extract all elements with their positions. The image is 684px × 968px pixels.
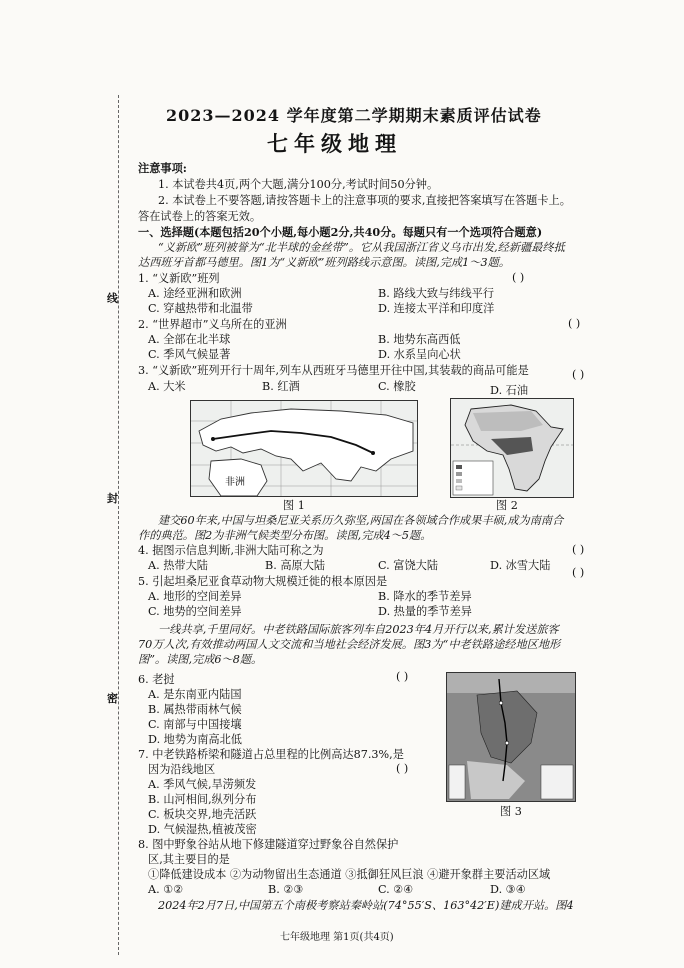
q8-options-text: ①降低建设成本 ②为动物留出生态通道 ③抵御狂风巨浪 ④避开象群主要活动区域: [148, 868, 551, 881]
q1-stem: 1. “义新欧”班列: [138, 272, 220, 285]
q8-stem-line-1: 8. 图中野象谷站从地下修建隧道穿过野象谷自然保护: [138, 838, 399, 851]
q5-option-d: D. 热量的季节差异: [378, 605, 472, 618]
intro1-line-1: “义新欧”班列被誉为“北半球的金丝带”。它从我国浙江省义乌市出发,经新疆最终抵: [158, 241, 565, 254]
margin-label-xian: 线: [107, 292, 118, 305]
binding-line: [118, 95, 119, 955]
q4-option-d: D. 冰雪大陆: [490, 559, 551, 572]
figure-2-africa-climate-map: [450, 398, 574, 498]
q7-option-d: D. 气候湿热,植被茂密: [148, 823, 257, 836]
q8-option-a: A. ①②: [148, 883, 184, 896]
notice-item-2: 2. 本试卷上不要答题,请按答题卡上的注意事项的要求,直接把答案填写在答题卡上。: [158, 194, 571, 207]
figure-3-svg: [447, 673, 575, 801]
q8-option-b: B. ②③: [268, 883, 304, 896]
q7-answer-paren: ( ): [396, 762, 409, 775]
intro2-line-2: 作的典范。图2为非洲气候类型分布图。读图,完成4～5题。: [138, 529, 432, 542]
q1-option-a: A. 途经亚洲和欧洲: [148, 287, 242, 300]
station-marker: [499, 701, 503, 705]
q4-option-c: C. 富饶大陆: [378, 559, 439, 572]
q7-stem-line-2: 因为沿线地区: [148, 763, 216, 776]
notice-heading: 注意事项:: [138, 161, 187, 175]
q2-option-a: A. 全部在北半球: [148, 333, 231, 346]
figure-1-route-map: [190, 400, 418, 497]
q1-option-c: C. 穿越热带和北温带: [148, 302, 253, 315]
q3-stem: 3. “义新欧”班列开行十周年,列车从西班牙马德里开往中国,其装载的商品可能是: [138, 364, 529, 377]
thailand-lowland: [467, 761, 525, 799]
q1-option-b: B. 路线大致与纬线平行: [378, 287, 495, 300]
section1-heading: 一、选择题(本题包括20个小题,每小题2分,共40分。每题只有一个选项符合题意): [138, 225, 543, 239]
q3-option-c: C. 橡胶: [378, 380, 416, 393]
figure-3-caption: 图 3: [500, 805, 522, 818]
margin-label-mi: 密: [107, 692, 118, 705]
q2-answer-paren: ( ): [568, 317, 581, 330]
intro3-line-2: 70万人次,有效推动两国人文交流和当地社会经济发展。图3为“中老铁路途经地区地形: [138, 638, 561, 651]
q3-option-a: A. 大米: [148, 380, 186, 393]
q5-answer-paren: ( ): [572, 566, 585, 579]
q6-option-b: B. 属热带雨林气候: [148, 703, 242, 716]
q6-answer-paren: ( ): [396, 670, 409, 683]
q3-option-b: B. 红酒: [262, 380, 300, 393]
figure-2-caption: 图 2: [496, 499, 518, 512]
madrid-marker: [211, 437, 215, 441]
q4-answer-paren: ( ): [572, 543, 585, 556]
q6-option-c: C. 南部与中国接壤: [148, 718, 242, 731]
q7-stem-line-1: 7. 中老铁路桥梁和隧道占总里程的比例高达87.3%,是: [138, 748, 404, 761]
q8-stem-line-2: 区,其主要目的是: [148, 853, 230, 866]
q6-option-d: D. 地势为南高北低: [148, 733, 242, 746]
figure-1-svg: [191, 401, 417, 496]
notice-item-3: 答在试卷上的答案无效。: [138, 210, 262, 223]
page-footer: 七年级地理 第1页(共4页): [280, 932, 394, 943]
q2-option-c: C. 季风气候显著: [148, 348, 231, 361]
q7-option-a: A. 季风气候,旱涝频发: [148, 778, 257, 791]
figure-1-label-africa: 非洲: [225, 477, 245, 488]
q4-option-a: A. 热带大陆: [148, 559, 208, 572]
q4-stem: 4. 据图示信息判断,非洲大陆可称之为: [138, 544, 324, 557]
q2-stem: 2. “世界超市”义乌所在的亚洲: [138, 318, 287, 331]
intro3-line-3: 图”。读图,完成6～8题。: [138, 653, 263, 666]
notice-item-1: 1. 本试卷共4页,两个大题,满分100分,考试时间50分钟。: [158, 178, 439, 191]
figure-2-svg: [451, 399, 573, 497]
laos-highlands: [477, 691, 537, 763]
q5-option-a: A. 地形的空间差异: [148, 590, 242, 603]
q1-answer-paren: ( ): [512, 271, 525, 284]
symbol-legend: [541, 765, 573, 799]
q2-option-b: B. 地势东高西低: [378, 333, 461, 346]
intro3-line-1: 一线共享,千里同好。中老铁路国际旅客列车自2023年4月开行以来,累计发送旅客: [158, 623, 559, 636]
subject-title: 七年级地理: [267, 131, 402, 156]
yiwu-marker: [371, 451, 375, 455]
q7-option-b: B. 山河相间,纵列分布: [148, 793, 257, 806]
figure-3-terrain-map: [446, 672, 576, 802]
q4-option-b: B. 高原大陆: [265, 559, 326, 572]
q3-answer-paren: ( ): [572, 368, 585, 381]
q7-option-c: C. 板块交界,地壳活跃: [148, 808, 257, 821]
q8-option-d: D. ③④: [490, 883, 526, 896]
q2-option-d: D. 水系呈向心状: [378, 348, 461, 361]
q5-stem: 5. 引起坦桑尼亚食草动物大规模迁徙的根本原因是: [138, 575, 388, 588]
intro2-line-1: 建交60年来,中国与坦桑尼亚关系历久弥坚,两国在各领域合作成果丰硕,成为南南合: [158, 514, 564, 527]
exam-title: 2023—2024 学年度第二学期期末素质评估试卷: [166, 106, 542, 125]
figure-1-caption: 图 1: [283, 499, 305, 512]
q1-option-d: D. 连接太平洋和印度洋: [378, 302, 495, 315]
q5-option-b: B. 降水的季节差异: [378, 590, 472, 603]
intro1-line-2: 达西班牙首都马德里。图1为“义新欧”班列路线示意图。读图,完成1～3题。: [138, 256, 510, 269]
station-marker: [505, 741, 509, 745]
china-border-region: [447, 673, 575, 693]
elevation-legend: [449, 765, 465, 799]
intro4-line-1: 2024年2月7日,中国第五个南极考察站秦岭站(74°55′S、163°42′E)建成开站。图4: [158, 899, 574, 912]
q5-option-c: C. 地势的空间差异: [148, 605, 242, 618]
q3-option-d: D. 石油: [490, 384, 529, 397]
q8-option-c: C. ②④: [378, 883, 414, 896]
q6-option-a: A. 是东南亚内陆国: [148, 688, 242, 701]
margin-label-feng: 封: [107, 492, 118, 505]
q6-stem: 6. 老挝: [138, 673, 175, 686]
